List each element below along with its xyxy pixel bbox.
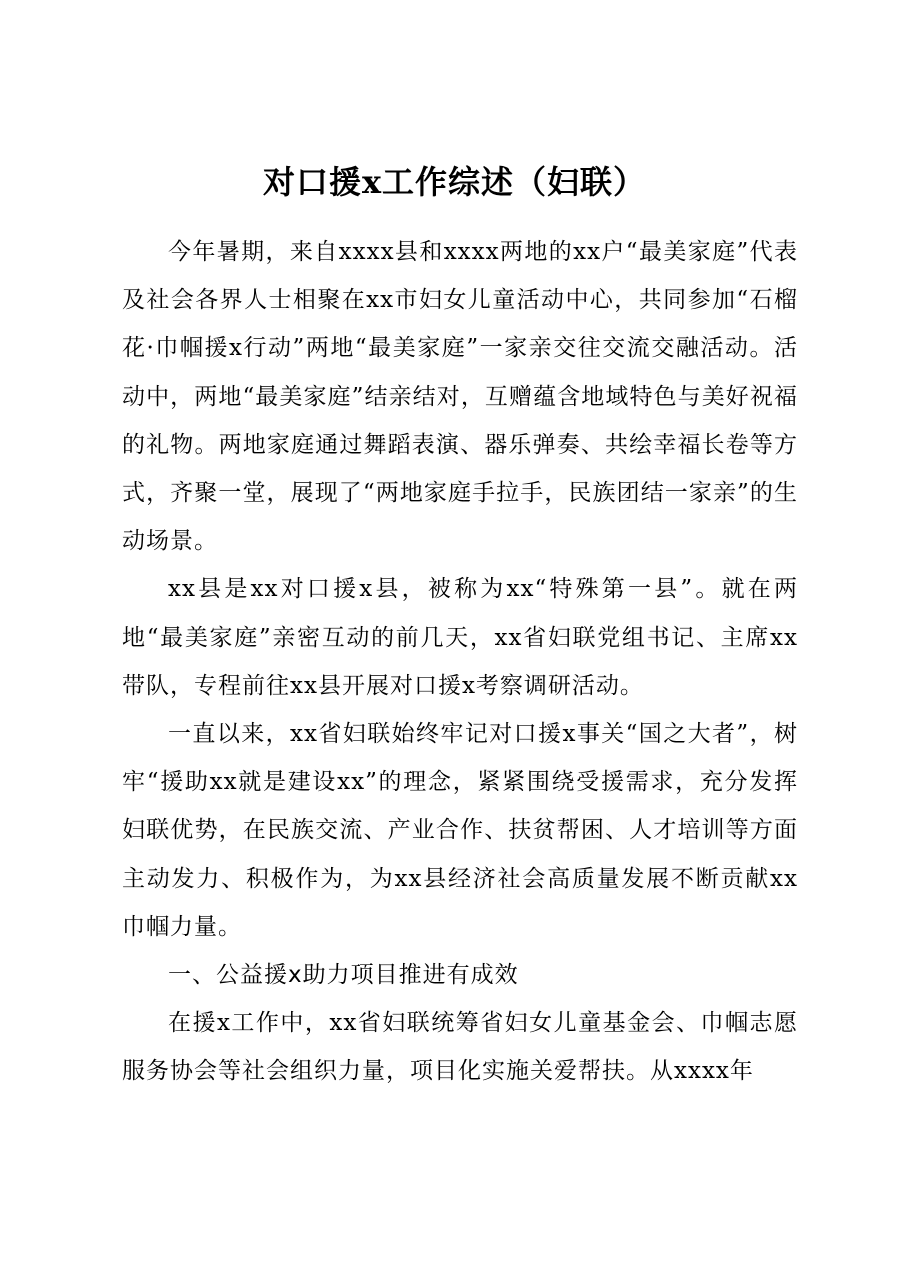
document-body	[122, 228, 798, 1096]
paragraph-intro: 今年暑期，来自xxxx县和xxxx两地的xx户“最美家庭”代表及社会各界人士相聚在xx市妇女儿童活动中心，共同参加“石榴花·巾帼援x行动”两地“最美家庭”一家亲交往交流交融活动。活动中，两地“最美家庭”结亲结对，互赠蕴含地域特色与美好祝福的礼物。两地家庭通过舞蹈表演、器乐弹奏、共绘幸福长卷等方式，齐聚一堂，展现了“两地家庭手拉手，民族团结一家亲”的生动场景。	[122, 239, 798, 555]
section-heading: 一、公益援x助力项目推进有成效	[168, 962, 519, 989]
paragraph-overview: 一直以来，xx省妇联始终牢记对口援x事关“国之大者”，树牢“援助xx就是建设xx”的理念，紧紧围绕受援需求，充分发挥妇联优势，在民族交流、产业合作、扶贫帮困、人才培训等方面主动发力、积极作为，为xx县经济社会高质量发展不断贡献xx巾帼力量。	[122, 721, 798, 940]
paragraph-county: xx县是xx对口援x县，被称为xx“特殊第一县”。就在两地“最美家庭”亲密互动的前几天，xx省妇联党组书记、主席xx带队，专程前往xx县开展对口援x考察调研活动。	[122, 576, 798, 699]
document-title: 对口援x工作综述（妇联）	[262, 163, 647, 201]
paragraph-section-one: 在援x工作中，xx省妇联统筹省妇女儿童基金会、巾帼志愿服务协会等社会组织力量，项目化实施关爱帮扶。从xxxx年	[122, 1010, 798, 1085]
